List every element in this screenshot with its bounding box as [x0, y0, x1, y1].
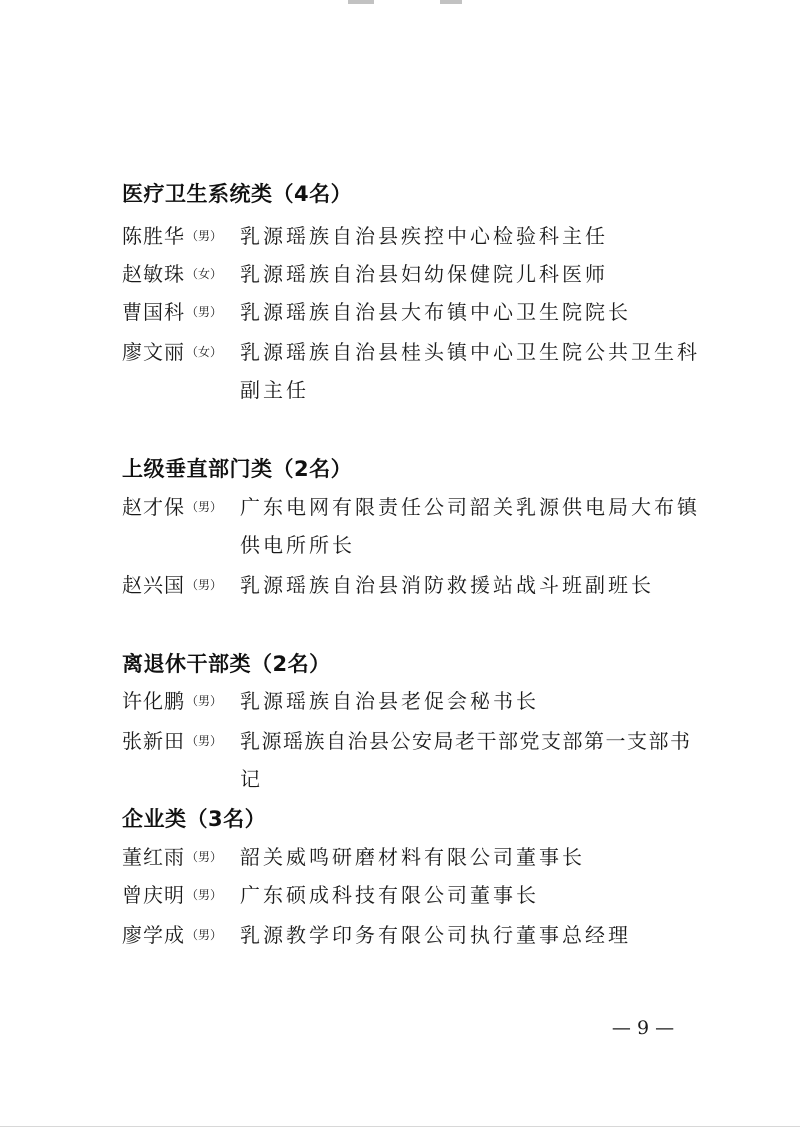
person-gender: （男） — [186, 500, 223, 514]
person-title: 乳源瑶族自治县妇幼保健院儿科医师 — [240, 262, 608, 286]
person-name: 赵敏珠 — [122, 262, 185, 286]
person-title: 乳源瑶族自治县消防救援站战斗班副班长 — [240, 573, 654, 597]
section-heading: 医疗卫生系统类（4名） — [122, 182, 353, 206]
person-title: 广东硕成科技有限公司董事长 — [240, 883, 539, 907]
scan-mark — [348, 0, 374, 4]
person-name: 廖学成 — [122, 923, 185, 947]
page-number: — 9 — — [611, 1017, 675, 1039]
person-name: 廖文丽 — [122, 340, 185, 364]
person-gender: （男） — [186, 578, 223, 592]
person-gender: （男） — [186, 305, 223, 319]
person-title: 乳源瑶族自治县公安局老干部党支部第一支部书记 — [240, 729, 692, 791]
person-gender: （男） — [186, 928, 223, 942]
person-name: 董红雨 — [122, 845, 185, 869]
person-name: 曹国科 — [122, 300, 185, 324]
person-gender: （男） — [186, 229, 223, 243]
person-gender: （女） — [186, 345, 223, 359]
person-title: 乳源瑶族自治县疾控中心检验科主任 — [240, 224, 608, 248]
person-title: 广东电网有限责任公司韶关乳源供电局大布镇供电所所长 — [240, 495, 700, 557]
person-name: 张新田 — [122, 729, 185, 753]
person-name: 赵才保 — [122, 495, 185, 519]
person-title: 乳源瑶族自治县大布镇中心卫生院院长 — [240, 300, 631, 324]
person-title: 乳源瑶族自治县桂头镇中心卫生院公共卫生科副主任 — [240, 340, 700, 402]
person-title: 韶关威鸣研磨材料有限公司董事长 — [240, 845, 585, 869]
person-gender: （女） — [186, 267, 223, 281]
person-title: 乳源瑶族自治县老促会秘书长 — [240, 689, 539, 713]
person-gender: （男） — [186, 888, 223, 902]
section-heading: 离退休干部类（2名） — [122, 652, 331, 676]
person-name: 许化鹏 — [122, 689, 185, 713]
person-name: 陈胜华 — [122, 224, 185, 248]
scan-mark — [440, 0, 462, 4]
person-name: 赵兴国 — [122, 573, 185, 597]
section-heading: 企业类（3名） — [122, 807, 267, 831]
person-gender: （男） — [186, 850, 223, 864]
person-name: 曾庆明 — [122, 883, 185, 907]
person-title: 乳源教学印务有限公司执行董事总经理 — [240, 923, 631, 947]
person-gender: （男） — [186, 734, 223, 748]
page-edge-line — [0, 1126, 800, 1127]
person-gender: （男） — [186, 694, 223, 708]
section-heading: 上级垂直部门类（2名） — [122, 457, 353, 481]
